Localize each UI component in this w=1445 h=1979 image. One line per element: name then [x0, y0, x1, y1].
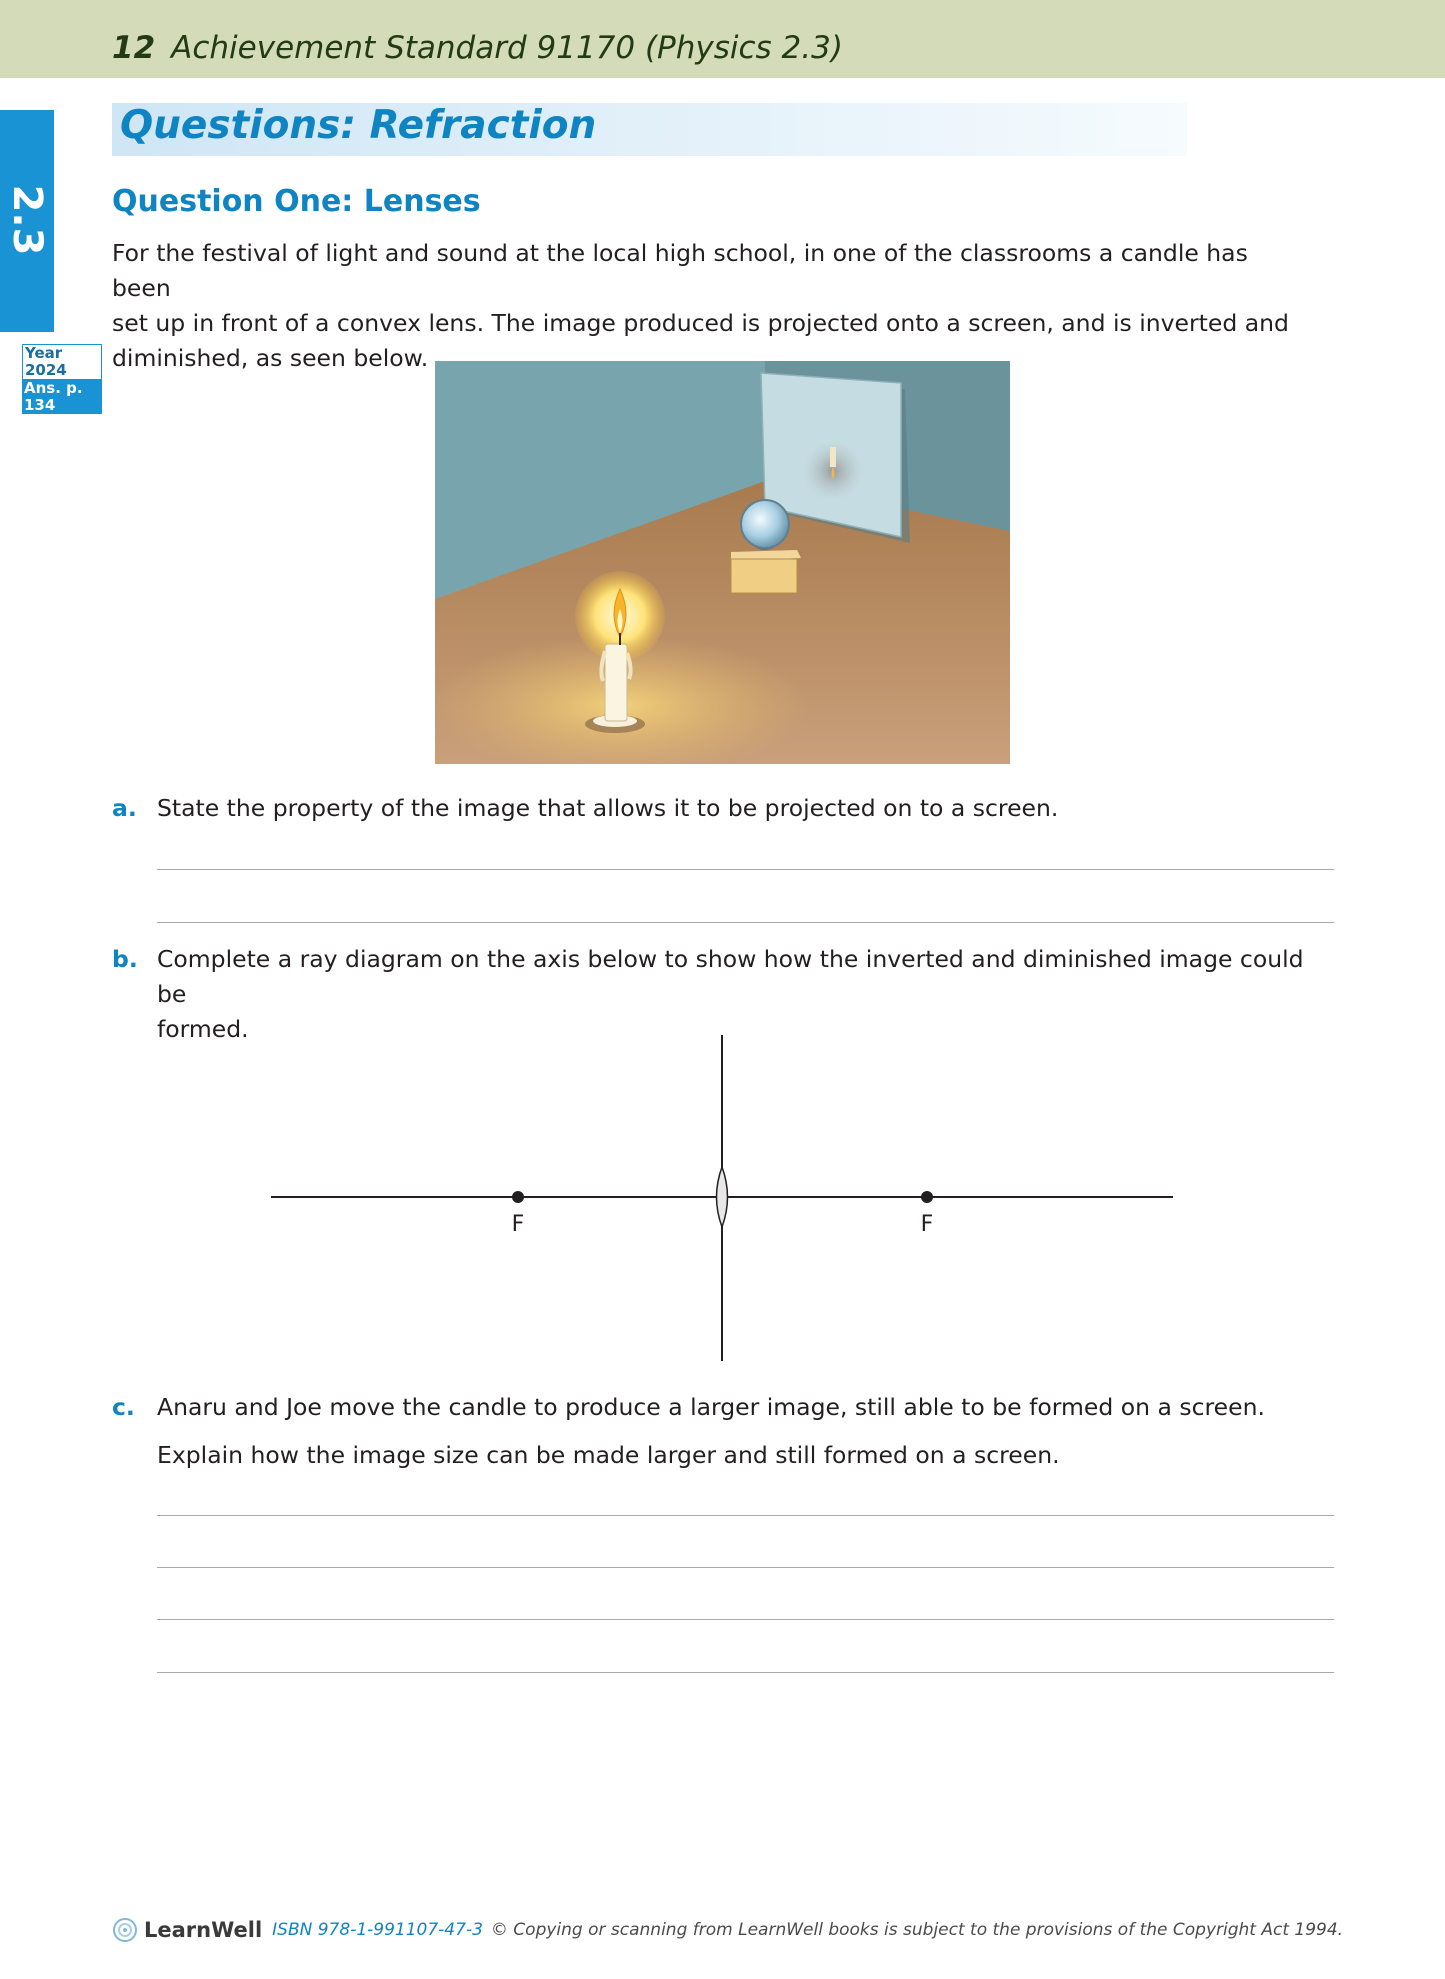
- learnwell-logo-icon: [112, 1917, 138, 1943]
- side-tab-label: 2.3: [4, 184, 50, 256]
- answer-line-c2[interactable]: [157, 1567, 1334, 1568]
- lens-block: [731, 559, 797, 593]
- part-a-letter: a.: [112, 794, 137, 822]
- page-footer: [112, 1917, 1343, 1943]
- candle-body: [605, 644, 627, 721]
- year-tag: [22, 344, 102, 414]
- footer-brand: LearnWell: [144, 1918, 263, 1942]
- candle-lens-illustration: [435, 361, 1010, 764]
- year-label: Year 2024: [22, 344, 102, 380]
- answer-line-a1[interactable]: [157, 869, 1334, 870]
- convex-lens: [741, 500, 789, 548]
- focal-point-right: [921, 1191, 933, 1203]
- footer-isbn: ISBN 978-1-991107-47-3: [272, 1920, 483, 1940]
- answer-line-c4[interactable]: [157, 1672, 1334, 1673]
- footer-copyright: © Copying or scanning from LearnWell books is subject to the provisions of the Copyright Act 1994.: [490, 1920, 1344, 1940]
- answers-page-label: Ans. p. 134: [22, 380, 102, 414]
- question-heading: Question One: Lenses: [112, 184, 481, 219]
- part-a-text: State the property of the image that allows it to be projected on to a screen.: [157, 794, 1059, 822]
- focal-label-left: F: [511, 1212, 525, 1237]
- section-title: Questions: Refraction: [120, 103, 597, 148]
- page-number: 12: [112, 30, 156, 66]
- part-c-text-1: Anaru and Joe move the candle to produce a larger image, still able to be formed on a screen.: [157, 1393, 1265, 1421]
- part-b-letter: b.: [112, 945, 138, 973]
- projected-candle-image: [830, 447, 836, 467]
- focal-point-left: [512, 1191, 524, 1203]
- answer-line-c1[interactable]: [157, 1515, 1334, 1516]
- part-c-letter: c.: [112, 1393, 135, 1421]
- question-intro: For the festival of light and sound at the local high school, in one of the classrooms a candle has been set up in front of a convex lens. The image produced is projected onto a screen, and is inverted and diminished, as seen below.: [112, 239, 1289, 372]
- focal-label-right: F: [920, 1212, 934, 1237]
- answer-line-c3[interactable]: [157, 1619, 1334, 1620]
- convex-lens-symbol: [717, 1167, 728, 1227]
- page-header: [112, 30, 843, 66]
- part-b-text: Complete a ray diagram on the axis below to show how the inverted and diminished image could be formed.: [157, 945, 1304, 1043]
- answer-line-a2[interactable]: [157, 922, 1334, 923]
- standard-title: Achievement Standard 91170 (Physics 2.3): [171, 30, 843, 66]
- ray-diagram-axis[interactable]: [265, 1033, 1180, 1363]
- part-c-text-2: Explain how the image size can be made larger and still formed on a screen.: [157, 1441, 1060, 1469]
